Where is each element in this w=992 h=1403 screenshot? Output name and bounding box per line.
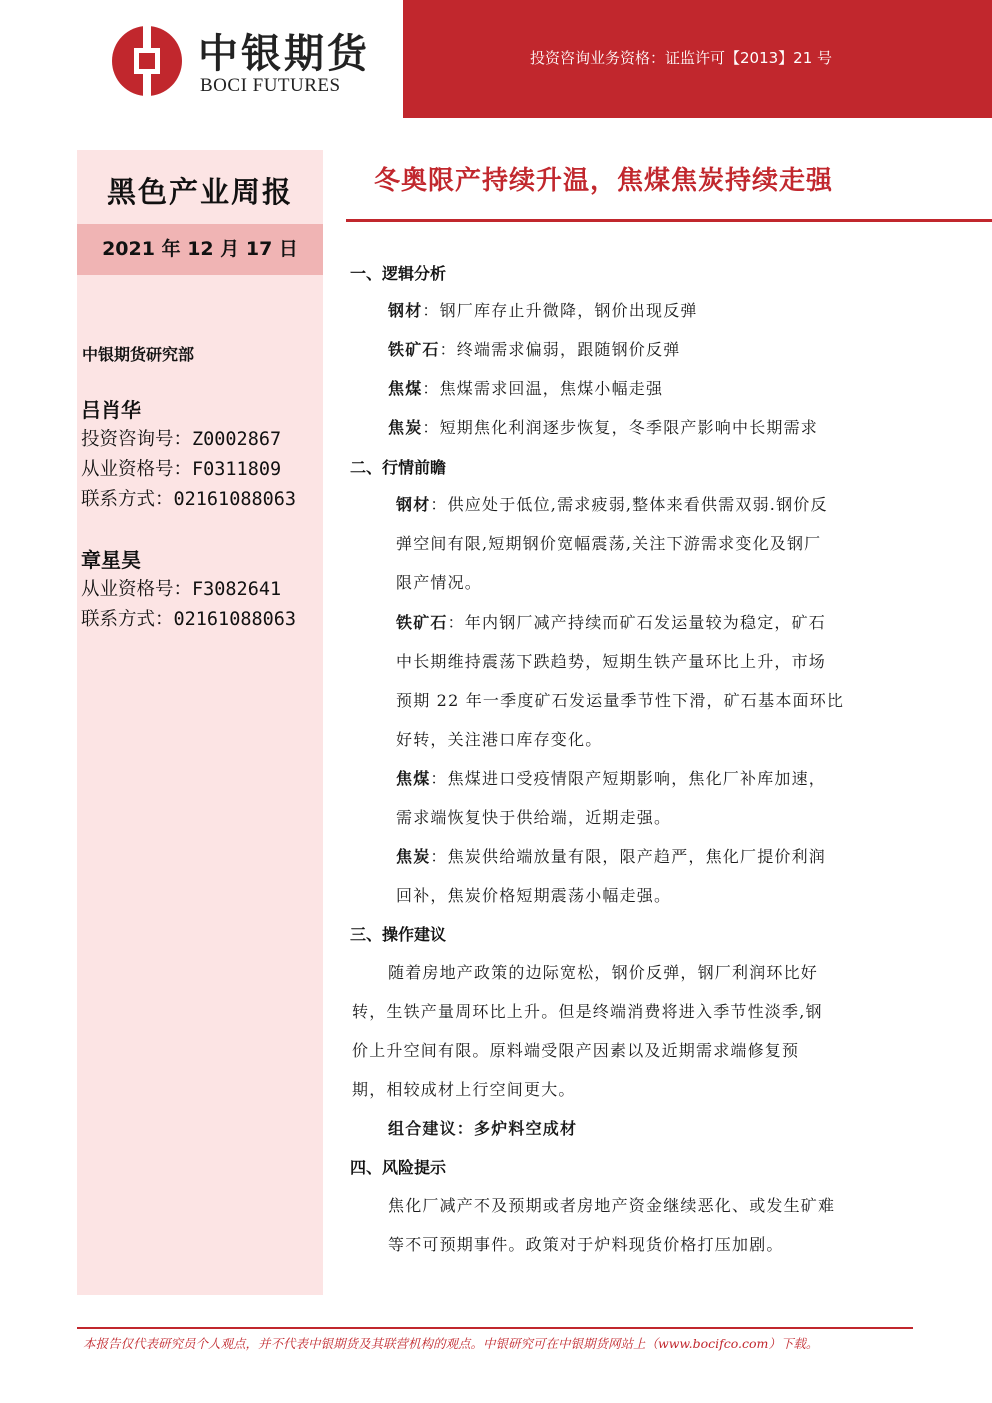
outlook-coal-line: 焦煤：焦煤进口受疫情限产短期影响，焦化厂补库加速， <box>396 769 827 788</box>
outlook-ore-line: 好转，关注港口库存变化。 <box>396 730 603 749</box>
analyst-card <box>81 395 296 515</box>
analyst-name: 吕肖华 <box>81 398 141 422</box>
boc-emblem-icon <box>112 26 182 96</box>
logo-english-name: BOCI FUTURES <box>200 75 341 96</box>
section-heading: 一、逻辑分析 <box>350 264 447 283</box>
risk-paragraph-line: 焦化厂减产不及预期或者房地产资金继续恶化、或发生矿难 <box>388 1196 836 1215</box>
report-type: 黑色产业周报 <box>106 175 293 209</box>
outlook-ore-line: 铁矿石：年内钢厂减产持续而矿石发运量较为稳定，矿石 <box>396 613 827 632</box>
risk-paragraph-line: 等不可预期事件。政策对于炉料现货价格打压加剧。 <box>388 1235 784 1254</box>
report-sidebar <box>77 150 323 1295</box>
outlook-ore-line: 预期 22 年一季度矿石发运量季节性下滑，矿石基本面环比 <box>396 691 845 710</box>
outlook-ore-line: 中长期维持震荡下跌趋势，短期生铁产量环比上升，市场 <box>396 652 827 671</box>
analyst-consult-number: 投资咨询号：Z0002867 <box>81 429 282 450</box>
section-heading: 四、风险提示 <box>350 1158 447 1177</box>
license-text: 投资咨询业务资格：证监许可【2013】21 号 <box>530 49 833 67</box>
disclaimer: 本报告仅代表研究员个人观点，并不代表中银期货及其联营机构的观点。中银研究可在中银期货网站上（www.bocifco.com）下载。 <box>83 1336 819 1351</box>
title-divider <box>346 219 992 222</box>
analyst-qualification-number: 从业资格号：F3082641 <box>81 579 282 600</box>
strategy-paragraph-line: 价上升空间有限。原料端受限产因素以及近期需求端修复预 <box>352 1041 800 1060</box>
outlook-coke-line: 回补，焦炭价格短期震荡小幅走强。 <box>396 886 672 905</box>
logic-item-coking-coal: 焦煤：焦煤需求回温，焦煤小幅走强 <box>388 379 664 398</box>
strategy-paragraph-line: 随着房地产政策的边际宽松，钢价反弹，钢厂利润环比好 <box>388 963 819 982</box>
logic-item-coke: 焦炭：短期焦化利润逐步恢复，冬季限产影响中长期需求 <box>388 418 819 437</box>
outlook-steel-line: 限产情况。 <box>396 573 483 592</box>
logic-item-iron-ore: 铁矿石：终端需求偏弱，跟随钢价反弹 <box>388 340 681 359</box>
outlook-steel-line: 弹空间有限,短期钢价宽幅震荡,关注下游需求变化及钢厂 <box>396 534 822 553</box>
section-heading: 三、操作建议 <box>350 925 447 944</box>
footer-divider <box>77 1327 913 1329</box>
outlook-coke-line: 焦炭：焦炭供给端放量有限，限产趋严，焦化厂提价利润 <box>396 847 827 866</box>
section-heading: 二、行情前瞻 <box>350 458 447 477</box>
logo-chinese-name: 中银期货 <box>198 31 370 77</box>
logic-item-steel: 钢材：钢厂库存止升微降，钢价出现反弹 <box>388 301 698 320</box>
analyst-card <box>81 545 296 635</box>
report-title: 冬奥限产持续升温，焦煤焦炭持续走强 <box>374 166 834 196</box>
outlook-coal-line: 需求端恢复快于供给端，近期走强。 <box>396 808 672 827</box>
analyst-contact: 联系方式：02161088063 <box>81 609 297 630</box>
strategy-paragraph-line: 期，相较成材上行空间更大。 <box>352 1080 576 1099</box>
analyst-qualification-number: 从业资格号：F0311809 <box>81 459 282 480</box>
page-header <box>0 0 992 118</box>
boci-logo <box>112 20 372 100</box>
combo-suggestion: 组合建议：多炉料空成材 <box>388 1119 578 1138</box>
outlook-steel-line: 钢材：供应处于低位,需求疲弱,整体来看供需双弱.钢价反 <box>396 495 828 514</box>
analyst-name: 章星昊 <box>81 548 141 572</box>
report-date: 2021 年 12 月 17 日 <box>77 224 323 275</box>
strategy-paragraph-line: 转，生铁产量周环比上升。但是终端消费将进入季节性淡季,钢 <box>352 1002 823 1021</box>
analyst-contact: 联系方式：02161088063 <box>81 489 297 510</box>
department: 中银期货研究部 <box>82 345 195 364</box>
